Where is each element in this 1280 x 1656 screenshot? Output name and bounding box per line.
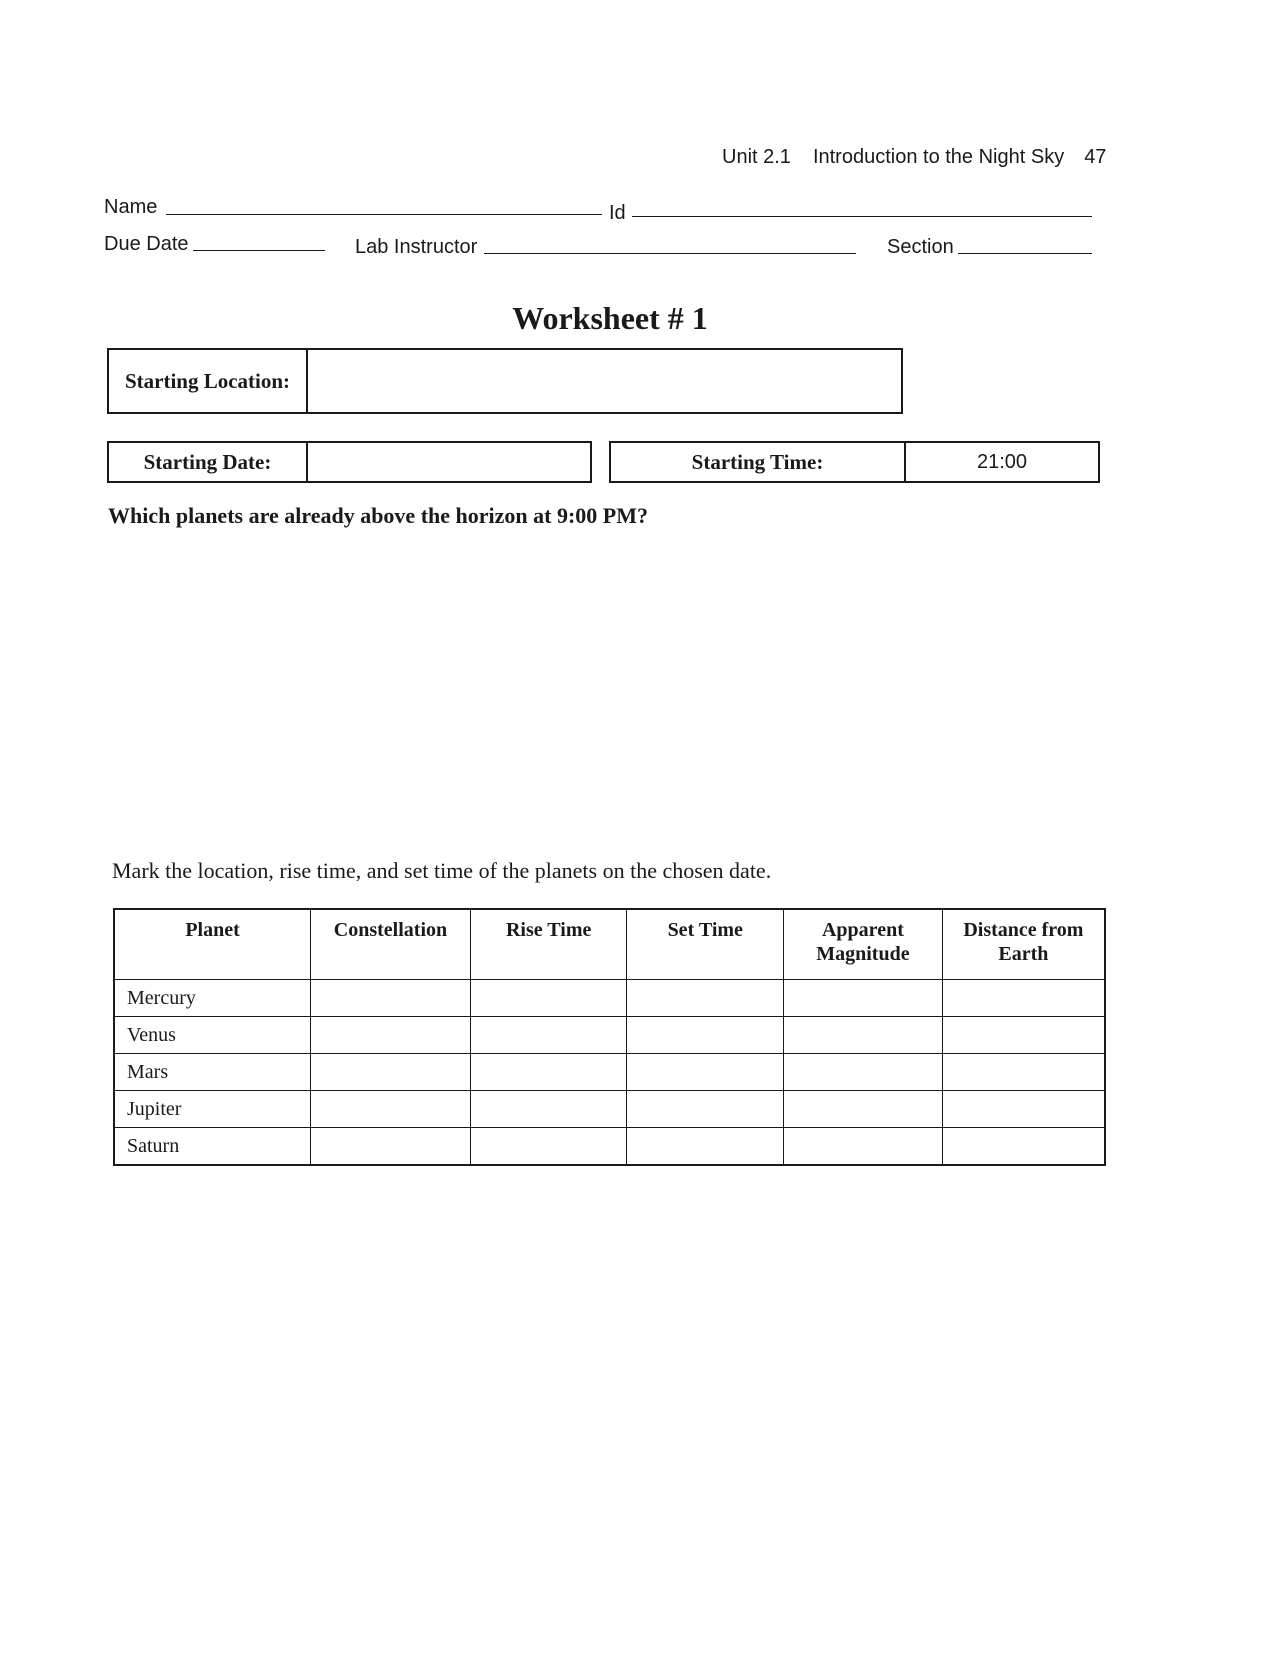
set-time-cell[interactable] [627, 1091, 784, 1128]
starting-date-field[interactable] [308, 443, 590, 481]
due-date-line[interactable] [193, 250, 325, 251]
table-row [114, 1128, 1105, 1166]
table-row [114, 980, 1105, 1017]
running-header [722, 146, 1106, 169]
set-time-cell[interactable] [627, 1017, 784, 1054]
distance-cell[interactable] [942, 980, 1105, 1017]
starting-date-box [107, 441, 592, 483]
constellation-cell[interactable] [311, 1091, 471, 1128]
table-row [114, 1054, 1105, 1091]
apparent-magnitude-cell[interactable] [784, 1054, 943, 1091]
table-row [114, 1017, 1105, 1054]
planet-name: Mercury [114, 980, 311, 1017]
set-time-cell[interactable] [627, 1054, 784, 1091]
set-time-cell[interactable] [627, 1128, 784, 1166]
question-mark-location: Mark the location, rise time, and set time of the planets on the chosen date. [112, 858, 772, 883]
starting-location-label: Starting Location: [124, 368, 291, 393]
rise-time-cell[interactable] [470, 980, 627, 1017]
chapter-title: Introduction to the Night Sky [812, 146, 1065, 168]
due-date-label: Due Date [104, 233, 189, 255]
apparent-magnitude-cell[interactable] [784, 1017, 943, 1054]
column-header-set-time: Set Time [627, 909, 784, 980]
rise-time-cell[interactable] [470, 1017, 627, 1054]
constellation-cell[interactable] [311, 1128, 471, 1166]
column-header-apparent-magnitude: Apparent Magnitude [784, 909, 943, 980]
starting-time-box [609, 441, 1100, 483]
set-time-cell[interactable] [627, 980, 784, 1017]
distance-cell[interactable] [942, 1054, 1105, 1091]
starting-time-value[interactable]: 21:00 [976, 450, 1028, 473]
section-line[interactable] [958, 253, 1092, 254]
table-header-row [114, 909, 1105, 980]
table-row [114, 1091, 1105, 1128]
constellation-cell[interactable] [311, 980, 471, 1017]
question-planets-above-horizon: Which planets are already above the horizon at 9:00 PM? [108, 503, 648, 528]
apparent-magnitude-cell[interactable] [784, 1091, 943, 1128]
lab-instructor-line[interactable] [484, 253, 856, 254]
rise-time-cell[interactable] [470, 1128, 627, 1166]
worksheet-title: Worksheet # 1 [512, 300, 708, 336]
id-label: Id [609, 202, 626, 224]
apparent-magnitude-cell[interactable] [784, 1128, 943, 1166]
distance-cell[interactable] [942, 1017, 1105, 1054]
distance-cell[interactable] [942, 1091, 1105, 1128]
name-label: Name [104, 196, 158, 218]
planet-name: Saturn [114, 1128, 311, 1166]
planet-name: Venus [114, 1017, 311, 1054]
apparent-magnitude-cell[interactable] [784, 980, 943, 1017]
section-label: Section [887, 236, 954, 258]
name-line[interactable] [166, 214, 602, 215]
starting-date-label: Starting Date: [143, 449, 272, 474]
planet-name: Mars [114, 1054, 311, 1091]
rise-time-cell[interactable] [470, 1054, 627, 1091]
page-number: 47 [1084, 146, 1107, 168]
lab-instructor-label: Lab Instructor [355, 236, 478, 258]
starting-location-box [107, 348, 903, 414]
planets-table [113, 908, 1106, 1166]
constellation-cell[interactable] [311, 1017, 471, 1054]
unit-number: Unit 2.1 [722, 146, 791, 168]
column-header-planet: Planet [114, 909, 311, 980]
rise-time-cell[interactable] [470, 1091, 627, 1128]
constellation-cell[interactable] [311, 1054, 471, 1091]
distance-cell[interactable] [942, 1128, 1105, 1166]
starting-location-field[interactable] [308, 350, 901, 412]
id-line[interactable] [632, 216, 1092, 217]
column-header-rise-time: Rise Time [470, 909, 627, 980]
column-header-constellation: Constellation [311, 909, 471, 980]
starting-time-label: Starting Time: [691, 449, 824, 474]
planet-name: Jupiter [114, 1091, 311, 1128]
column-header-distance-from-earth: Distance from Earth [942, 909, 1105, 980]
